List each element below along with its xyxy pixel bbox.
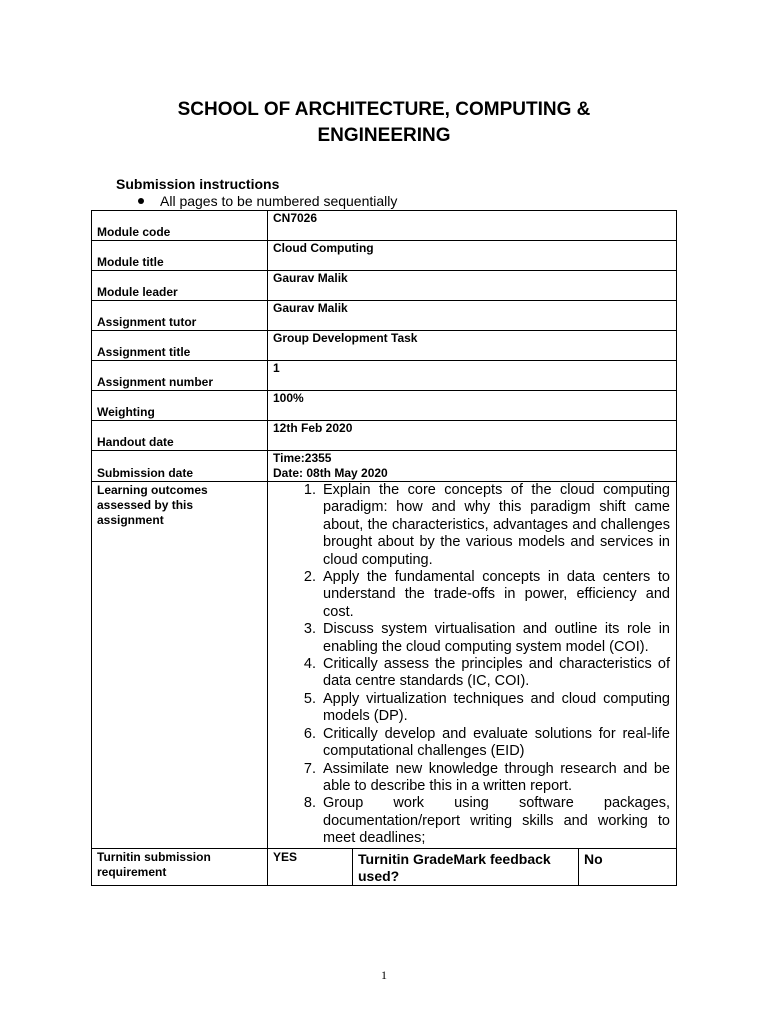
field-value: Gaurav Malik	[268, 271, 677, 301]
learning-outcomes-label: Learning outcomes assessed by this assignment	[92, 482, 268, 849]
grademark-value: No	[579, 848, 677, 885]
field-label: Weighting	[92, 391, 268, 421]
list-item: 1. Explain the core concepts of the cloud computing paradigm: how and why this paradigm shift came about, the characteristics, advantages and challenges brought about by the various models and services in cloud computing.	[320, 482, 670, 569]
turnitin-row	[92, 848, 677, 885]
field-value	[268, 451, 677, 482]
field-value: Gaurav Malik	[268, 301, 677, 331]
submission-date: Date: 08th May 2020	[273, 466, 388, 480]
document-title	[0, 97, 768, 149]
field-label: Module leader	[92, 271, 268, 301]
list-item: 6. Critically develop and evaluate solutions for real-life computational challenges (EID)	[320, 726, 670, 761]
table-row	[92, 271, 677, 301]
table-row	[92, 331, 677, 361]
field-label: Assignment tutor	[92, 301, 268, 331]
title-line-1: SCHOOL OF ARCHITECTURE, COMPUTING &	[177, 99, 591, 120]
field-label: Module title	[92, 241, 268, 271]
bullet-icon	[138, 198, 144, 204]
table-row	[92, 421, 677, 451]
table-row	[92, 241, 677, 271]
turnitin-requirement-label: Turnitin submission requirement	[92, 848, 268, 885]
table-row	[92, 301, 677, 331]
assignment-info-table	[91, 210, 677, 886]
learning-outcomes-row	[92, 482, 677, 849]
field-label: Assignment title	[92, 331, 268, 361]
field-label: Module code	[92, 211, 268, 241]
list-item: 3. Discuss system virtualisation and outline its role in enabling the cloud computing system model (COI).	[320, 621, 670, 656]
field-value: Cloud Computing	[268, 241, 677, 271]
field-value: CN7026	[268, 211, 677, 241]
list-item: 7. Assimilate new knowledge through research and be able to describe this in a written report.	[320, 761, 670, 796]
field-value: 1	[268, 361, 677, 391]
submission-time: Time:2355	[273, 451, 332, 465]
list-item: 2. Apply the fundamental concepts in data centers to understand the trade-offs in power, efficiency and cost.	[320, 569, 670, 621]
title-line-2: ENGINEERING	[317, 125, 451, 146]
field-value: Group Development Task	[268, 331, 677, 361]
submission-bullet-text: All pages to be numbered sequentially	[160, 193, 398, 209]
page-number: 1	[381, 968, 387, 982]
list-item: 8. Group work using software packages, documentation/report writing skills and working to meet deadlines;	[320, 795, 670, 847]
turnitin-requirement-value: YES	[268, 848, 353, 885]
field-value: 12th Feb 2020	[268, 421, 677, 451]
field-value: 100%	[268, 391, 677, 421]
table-row	[92, 391, 677, 421]
submission-instructions-heading: Submission instructions	[116, 176, 280, 192]
learning-outcomes-cell	[268, 482, 677, 849]
field-label: Handout date	[92, 421, 268, 451]
field-label: Assignment number	[92, 361, 268, 391]
table-row	[92, 211, 677, 241]
list-item: 4. Critically assess the principles and characteristics of data centre standards (IC, COI).	[320, 656, 670, 691]
field-label: Submission date	[92, 451, 268, 482]
table-row	[92, 361, 677, 391]
submission-bullet	[138, 193, 397, 209]
table-row	[92, 451, 677, 482]
learning-outcomes-list	[268, 482, 676, 848]
grademark-label: Turnitin GradeMark feedback used?	[353, 848, 579, 885]
list-item: 5. Apply virtualization techniques and cloud computing models (DP).	[320, 691, 670, 726]
